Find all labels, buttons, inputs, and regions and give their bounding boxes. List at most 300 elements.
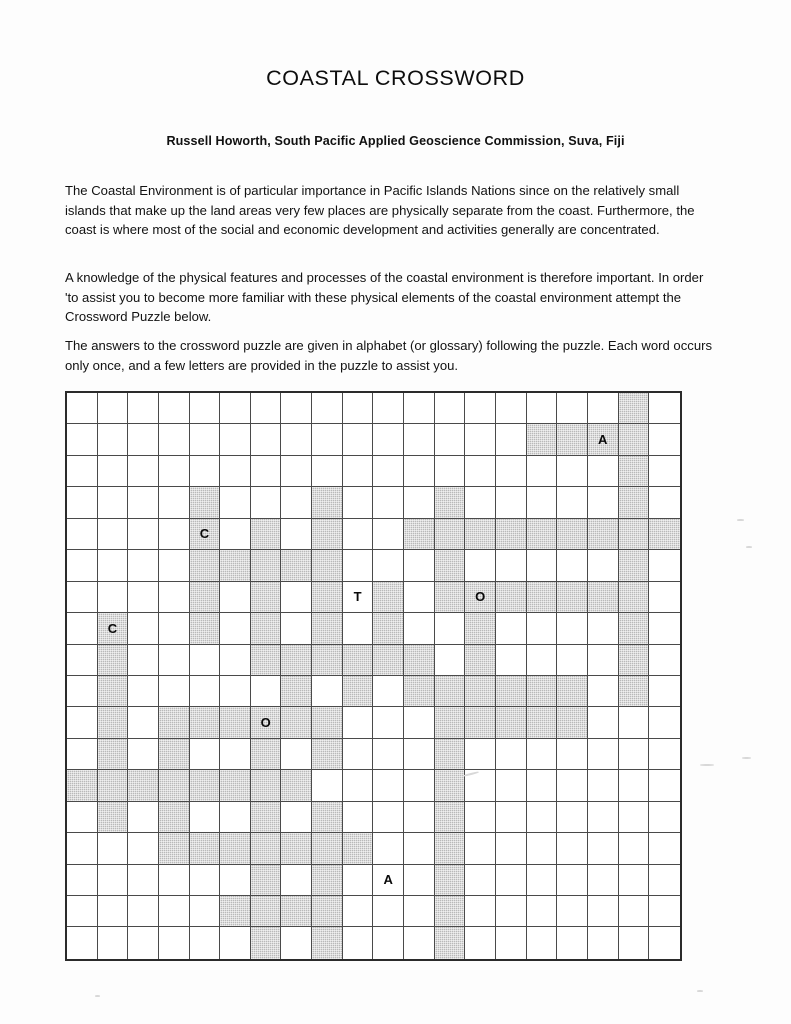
crossword-cell[interactable] bbox=[496, 519, 527, 550]
crossword-cell[interactable] bbox=[343, 865, 374, 896]
crossword-cell[interactable] bbox=[220, 927, 251, 958]
crossword-cell[interactable] bbox=[128, 739, 159, 770]
crossword-cell[interactable] bbox=[281, 487, 312, 518]
crossword-cell[interactable] bbox=[619, 833, 650, 864]
crossword-cell[interactable] bbox=[128, 707, 159, 738]
crossword-cell[interactable] bbox=[496, 676, 527, 707]
crossword-cell[interactable] bbox=[312, 927, 343, 958]
crossword-cell[interactable] bbox=[527, 676, 558, 707]
crossword-cell[interactable] bbox=[649, 676, 680, 707]
crossword-cell[interactable] bbox=[190, 393, 221, 424]
crossword-cell[interactable] bbox=[251, 550, 282, 581]
crossword-cell[interactable] bbox=[312, 393, 343, 424]
crossword-cell[interactable] bbox=[588, 613, 619, 644]
crossword-cell[interactable] bbox=[619, 487, 650, 518]
crossword-cell[interactable] bbox=[527, 707, 558, 738]
crossword-cell-letter[interactable]: T bbox=[343, 582, 374, 613]
crossword-cell[interactable] bbox=[588, 927, 619, 958]
crossword-cell[interactable] bbox=[343, 927, 374, 958]
crossword-cell[interactable] bbox=[527, 645, 558, 676]
crossword-cell[interactable] bbox=[251, 833, 282, 864]
crossword-cell[interactable] bbox=[159, 487, 190, 518]
crossword-cell[interactable] bbox=[343, 550, 374, 581]
crossword-cell[interactable] bbox=[404, 393, 435, 424]
crossword-cell[interactable] bbox=[496, 833, 527, 864]
crossword-cell[interactable] bbox=[67, 802, 98, 833]
crossword-cell[interactable] bbox=[465, 739, 496, 770]
crossword-cell[interactable] bbox=[343, 424, 374, 455]
crossword-cell[interactable] bbox=[281, 613, 312, 644]
crossword-cell[interactable] bbox=[435, 487, 466, 518]
crossword-cell[interactable] bbox=[527, 519, 558, 550]
crossword-cell[interactable] bbox=[67, 550, 98, 581]
crossword-cell[interactable] bbox=[527, 739, 558, 770]
crossword-cell[interactable] bbox=[251, 456, 282, 487]
crossword-cell[interactable] bbox=[373, 739, 404, 770]
crossword-cell[interactable] bbox=[649, 613, 680, 644]
crossword-cell[interactable] bbox=[496, 487, 527, 518]
crossword-cell[interactable] bbox=[373, 833, 404, 864]
crossword-cell[interactable] bbox=[190, 896, 221, 927]
crossword-cell[interactable] bbox=[557, 833, 588, 864]
crossword-cell[interactable] bbox=[343, 896, 374, 927]
crossword-cell[interactable] bbox=[98, 739, 129, 770]
crossword-cell[interactable] bbox=[67, 770, 98, 801]
crossword-cell[interactable] bbox=[588, 645, 619, 676]
crossword-cell[interactable] bbox=[281, 519, 312, 550]
crossword-cell[interactable] bbox=[220, 802, 251, 833]
crossword-cell[interactable] bbox=[527, 770, 558, 801]
crossword-cell[interactable] bbox=[251, 802, 282, 833]
crossword-cell[interactable] bbox=[251, 613, 282, 644]
crossword-cell[interactable] bbox=[159, 833, 190, 864]
crossword-cell[interactable] bbox=[404, 802, 435, 833]
crossword-cell[interactable] bbox=[159, 424, 190, 455]
crossword-cell[interactable] bbox=[220, 487, 251, 518]
crossword-cell[interactable] bbox=[373, 519, 404, 550]
crossword-cell[interactable] bbox=[527, 613, 558, 644]
crossword-cell[interactable] bbox=[435, 582, 466, 613]
crossword-cell[interactable] bbox=[251, 393, 282, 424]
crossword-cell[interactable] bbox=[159, 707, 190, 738]
crossword-cell[interactable] bbox=[312, 676, 343, 707]
crossword-cell[interactable] bbox=[465, 833, 496, 864]
crossword-cell[interactable] bbox=[373, 676, 404, 707]
crossword-cell[interactable] bbox=[67, 519, 98, 550]
crossword-cell[interactable] bbox=[159, 802, 190, 833]
crossword-cell[interactable] bbox=[128, 770, 159, 801]
crossword-cell[interactable] bbox=[190, 424, 221, 455]
crossword-cell[interactable] bbox=[159, 676, 190, 707]
crossword-cell[interactable] bbox=[312, 770, 343, 801]
crossword-cell[interactable] bbox=[619, 770, 650, 801]
crossword-cell[interactable] bbox=[557, 582, 588, 613]
crossword-cell[interactable] bbox=[312, 519, 343, 550]
crossword-cell[interactable] bbox=[312, 487, 343, 518]
crossword-cell-letter[interactable]: A bbox=[373, 865, 404, 896]
crossword-cell[interactable] bbox=[98, 896, 129, 927]
crossword-cell[interactable] bbox=[496, 707, 527, 738]
crossword-cell[interactable] bbox=[649, 802, 680, 833]
crossword-cell[interactable] bbox=[527, 393, 558, 424]
crossword-cell[interactable] bbox=[527, 550, 558, 581]
crossword-cell[interactable] bbox=[190, 739, 221, 770]
crossword-cell[interactable] bbox=[649, 487, 680, 518]
crossword-cell[interactable] bbox=[343, 456, 374, 487]
crossword-cell[interactable] bbox=[588, 519, 619, 550]
crossword-cell-letter[interactable]: A bbox=[588, 424, 619, 455]
crossword-cell[interactable] bbox=[527, 802, 558, 833]
crossword-cell[interactable] bbox=[557, 456, 588, 487]
crossword-cell[interactable] bbox=[281, 393, 312, 424]
crossword-cell[interactable] bbox=[312, 802, 343, 833]
crossword-cell[interactable] bbox=[343, 739, 374, 770]
crossword-cell[interactable] bbox=[465, 802, 496, 833]
crossword-grid[interactable] bbox=[65, 391, 682, 961]
crossword-cell[interactable] bbox=[404, 487, 435, 518]
crossword-cell[interactable] bbox=[435, 519, 466, 550]
crossword-cell[interactable] bbox=[619, 676, 650, 707]
crossword-cell[interactable] bbox=[220, 707, 251, 738]
crossword-cell[interactable] bbox=[588, 707, 619, 738]
crossword-cell[interactable] bbox=[251, 519, 282, 550]
crossword-cell-letter[interactable]: O bbox=[465, 582, 496, 613]
crossword-cell[interactable] bbox=[220, 550, 251, 581]
crossword-cell[interactable] bbox=[373, 707, 404, 738]
crossword-cell[interactable] bbox=[588, 550, 619, 581]
crossword-cell[interactable] bbox=[343, 676, 374, 707]
crossword-cell[interactable] bbox=[312, 456, 343, 487]
crossword-cell[interactable] bbox=[557, 896, 588, 927]
crossword-cell[interactable] bbox=[128, 519, 159, 550]
crossword-cell[interactable] bbox=[557, 550, 588, 581]
crossword-cell[interactable] bbox=[159, 896, 190, 927]
crossword-cell[interactable] bbox=[404, 739, 435, 770]
crossword-cell[interactable] bbox=[159, 393, 190, 424]
crossword-cell[interactable] bbox=[190, 676, 221, 707]
crossword-cell[interactable] bbox=[404, 865, 435, 896]
crossword-cell[interactable] bbox=[435, 865, 466, 896]
crossword-cell[interactable] bbox=[220, 676, 251, 707]
crossword-cell[interactable] bbox=[343, 770, 374, 801]
crossword-cell[interactable] bbox=[557, 519, 588, 550]
crossword-cell[interactable] bbox=[251, 424, 282, 455]
crossword-cell[interactable] bbox=[128, 927, 159, 958]
crossword-cell[interactable] bbox=[557, 927, 588, 958]
crossword-cell[interactable] bbox=[465, 424, 496, 455]
crossword-cell[interactable] bbox=[557, 613, 588, 644]
crossword-cell[interactable] bbox=[281, 645, 312, 676]
crossword-cell[interactable] bbox=[190, 582, 221, 613]
crossword-cell[interactable] bbox=[619, 802, 650, 833]
crossword-cell[interactable] bbox=[159, 645, 190, 676]
crossword-cell[interactable] bbox=[373, 393, 404, 424]
crossword-cell[interactable] bbox=[128, 456, 159, 487]
crossword-cell[interactable] bbox=[527, 424, 558, 455]
crossword-cell[interactable] bbox=[527, 456, 558, 487]
crossword-cell[interactable] bbox=[312, 739, 343, 770]
crossword-cell[interactable] bbox=[404, 707, 435, 738]
crossword-cell[interactable] bbox=[465, 456, 496, 487]
crossword-cell[interactable] bbox=[281, 424, 312, 455]
crossword-cell[interactable] bbox=[435, 833, 466, 864]
crossword-cell[interactable] bbox=[281, 582, 312, 613]
crossword-cell[interactable] bbox=[435, 393, 466, 424]
crossword-cell[interactable] bbox=[649, 645, 680, 676]
crossword-cell[interactable] bbox=[312, 550, 343, 581]
crossword-cell[interactable] bbox=[98, 833, 129, 864]
crossword-cell[interactable] bbox=[619, 739, 650, 770]
crossword-cell[interactable] bbox=[496, 550, 527, 581]
crossword-cell[interactable] bbox=[220, 519, 251, 550]
crossword-cell[interactable] bbox=[67, 424, 98, 455]
crossword-cell[interactable] bbox=[343, 645, 374, 676]
crossword-cell[interactable] bbox=[465, 896, 496, 927]
crossword-cell[interactable] bbox=[557, 393, 588, 424]
crossword-cell[interactable] bbox=[373, 456, 404, 487]
crossword-cell[interactable] bbox=[98, 645, 129, 676]
crossword-cell[interactable] bbox=[281, 707, 312, 738]
crossword-cell[interactable] bbox=[98, 424, 129, 455]
crossword-cell[interactable] bbox=[251, 739, 282, 770]
crossword-cell[interactable] bbox=[159, 770, 190, 801]
crossword-cell[interactable] bbox=[373, 770, 404, 801]
crossword-cell[interactable] bbox=[373, 896, 404, 927]
crossword-cell[interactable] bbox=[67, 582, 98, 613]
crossword-cell[interactable] bbox=[588, 393, 619, 424]
crossword-cell[interactable] bbox=[527, 865, 558, 896]
crossword-cell[interactable] bbox=[128, 393, 159, 424]
crossword-cell[interactable] bbox=[404, 519, 435, 550]
crossword-cell[interactable] bbox=[496, 424, 527, 455]
crossword-cell[interactable] bbox=[557, 739, 588, 770]
crossword-cell[interactable] bbox=[220, 770, 251, 801]
crossword-cell[interactable] bbox=[67, 833, 98, 864]
crossword-cell[interactable] bbox=[98, 802, 129, 833]
crossword-cell[interactable] bbox=[281, 896, 312, 927]
crossword-cell[interactable] bbox=[67, 676, 98, 707]
crossword-cell[interactable] bbox=[588, 487, 619, 518]
crossword-cell[interactable] bbox=[465, 645, 496, 676]
crossword-cell[interactable] bbox=[619, 582, 650, 613]
crossword-cell[interactable] bbox=[404, 613, 435, 644]
crossword-cell[interactable] bbox=[98, 707, 129, 738]
crossword-cell[interactable] bbox=[312, 707, 343, 738]
crossword-cell[interactable] bbox=[649, 424, 680, 455]
crossword-cell[interactable] bbox=[281, 927, 312, 958]
crossword-cell[interactable] bbox=[159, 739, 190, 770]
crossword-cell[interactable] bbox=[343, 487, 374, 518]
crossword-cell-letter[interactable]: C bbox=[98, 613, 129, 644]
crossword-cell[interactable] bbox=[281, 770, 312, 801]
crossword-cell[interactable] bbox=[343, 519, 374, 550]
crossword-cell[interactable] bbox=[98, 519, 129, 550]
crossword-cell[interactable] bbox=[649, 833, 680, 864]
crossword-cell[interactable] bbox=[190, 707, 221, 738]
crossword-cell[interactable] bbox=[404, 927, 435, 958]
crossword-cell[interactable] bbox=[98, 770, 129, 801]
crossword-cell[interactable] bbox=[373, 582, 404, 613]
crossword-cell[interactable] bbox=[190, 645, 221, 676]
crossword-cell[interactable] bbox=[588, 865, 619, 896]
crossword-cell[interactable] bbox=[190, 927, 221, 958]
crossword-cell[interactable] bbox=[220, 393, 251, 424]
crossword-cell[interactable] bbox=[496, 582, 527, 613]
crossword-cell[interactable] bbox=[251, 865, 282, 896]
crossword-cell[interactable] bbox=[373, 487, 404, 518]
crossword-cell[interactable] bbox=[435, 456, 466, 487]
crossword-cell[interactable] bbox=[435, 613, 466, 644]
crossword-cell[interactable] bbox=[404, 456, 435, 487]
crossword-cell[interactable] bbox=[557, 865, 588, 896]
crossword-cell[interactable] bbox=[496, 456, 527, 487]
crossword-cell[interactable] bbox=[251, 770, 282, 801]
crossword-cell[interactable] bbox=[619, 865, 650, 896]
crossword-cell[interactable] bbox=[159, 613, 190, 644]
crossword-cell[interactable] bbox=[588, 802, 619, 833]
crossword-cell[interactable] bbox=[465, 487, 496, 518]
crossword-cell[interactable] bbox=[67, 393, 98, 424]
crossword-cell[interactable] bbox=[281, 865, 312, 896]
crossword-cell[interactable] bbox=[649, 519, 680, 550]
crossword-cell[interactable] bbox=[190, 456, 221, 487]
crossword-cell[interactable] bbox=[588, 739, 619, 770]
crossword-cell[interactable] bbox=[649, 739, 680, 770]
crossword-cell[interactable] bbox=[496, 613, 527, 644]
crossword-cell[interactable] bbox=[649, 927, 680, 958]
crossword-cell[interactable] bbox=[619, 456, 650, 487]
crossword-cell[interactable] bbox=[373, 550, 404, 581]
crossword-cell[interactable] bbox=[343, 707, 374, 738]
crossword-cell[interactable] bbox=[588, 833, 619, 864]
crossword-cell[interactable] bbox=[588, 770, 619, 801]
crossword-cell[interactable] bbox=[496, 865, 527, 896]
crossword-cell[interactable] bbox=[98, 550, 129, 581]
crossword-cell[interactable] bbox=[496, 896, 527, 927]
crossword-cell[interactable] bbox=[465, 676, 496, 707]
crossword-cell[interactable] bbox=[98, 393, 129, 424]
crossword-cell[interactable] bbox=[67, 456, 98, 487]
crossword-cell[interactable] bbox=[557, 802, 588, 833]
crossword-cell[interactable] bbox=[527, 927, 558, 958]
crossword-cell[interactable] bbox=[404, 676, 435, 707]
crossword-cell[interactable] bbox=[588, 896, 619, 927]
crossword-cell[interactable] bbox=[220, 613, 251, 644]
crossword-cell[interactable] bbox=[67, 865, 98, 896]
crossword-cell[interactable] bbox=[128, 645, 159, 676]
crossword-cell[interactable] bbox=[281, 550, 312, 581]
crossword-cell[interactable] bbox=[220, 645, 251, 676]
crossword-cell[interactable] bbox=[312, 833, 343, 864]
crossword-cell[interactable] bbox=[373, 645, 404, 676]
crossword-cell[interactable] bbox=[619, 707, 650, 738]
crossword-cell[interactable] bbox=[128, 550, 159, 581]
crossword-cell[interactable] bbox=[649, 707, 680, 738]
crossword-cell[interactable] bbox=[220, 896, 251, 927]
crossword-cell[interactable] bbox=[220, 456, 251, 487]
crossword-cell[interactable] bbox=[465, 707, 496, 738]
crossword-cell[interactable] bbox=[465, 865, 496, 896]
crossword-cell[interactable] bbox=[619, 519, 650, 550]
crossword-cell[interactable] bbox=[465, 927, 496, 958]
crossword-cell[interactable] bbox=[619, 896, 650, 927]
crossword-cell[interactable] bbox=[619, 550, 650, 581]
crossword-cell[interactable] bbox=[98, 582, 129, 613]
crossword-cell[interactable] bbox=[619, 613, 650, 644]
crossword-cell[interactable] bbox=[281, 456, 312, 487]
crossword-cell[interactable] bbox=[527, 487, 558, 518]
crossword-cell[interactable] bbox=[373, 613, 404, 644]
crossword-cell[interactable] bbox=[281, 833, 312, 864]
crossword-cell[interactable] bbox=[281, 802, 312, 833]
crossword-cell-letter[interactable]: O bbox=[251, 707, 282, 738]
crossword-cell[interactable] bbox=[343, 833, 374, 864]
crossword-cell[interactable] bbox=[190, 865, 221, 896]
crossword-cell[interactable] bbox=[435, 676, 466, 707]
crossword-cell[interactable] bbox=[465, 613, 496, 644]
crossword-cell[interactable] bbox=[496, 739, 527, 770]
crossword-cell[interactable] bbox=[496, 645, 527, 676]
crossword-cell[interactable] bbox=[67, 487, 98, 518]
crossword-cell[interactable] bbox=[128, 676, 159, 707]
crossword-cell[interactable] bbox=[527, 833, 558, 864]
crossword-cell[interactable] bbox=[496, 927, 527, 958]
crossword-cell[interactable] bbox=[619, 393, 650, 424]
crossword-cell[interactable] bbox=[128, 896, 159, 927]
crossword-cell[interactable] bbox=[619, 645, 650, 676]
crossword-cell[interactable] bbox=[557, 424, 588, 455]
crossword-cell[interactable] bbox=[435, 707, 466, 738]
crossword-cell[interactable] bbox=[435, 896, 466, 927]
crossword-cell[interactable] bbox=[557, 770, 588, 801]
crossword-cell[interactable] bbox=[220, 582, 251, 613]
crossword-cell[interactable] bbox=[281, 676, 312, 707]
crossword-cell[interactable] bbox=[220, 865, 251, 896]
crossword-cell[interactable] bbox=[98, 927, 129, 958]
crossword-cell[interactable] bbox=[128, 833, 159, 864]
crossword-cell[interactable] bbox=[98, 487, 129, 518]
crossword-cell[interactable] bbox=[435, 927, 466, 958]
crossword-cell[interactable] bbox=[98, 865, 129, 896]
crossword-cell[interactable] bbox=[404, 833, 435, 864]
crossword-cell[interactable] bbox=[312, 424, 343, 455]
crossword-cell[interactable] bbox=[373, 802, 404, 833]
crossword-cell[interactable] bbox=[190, 487, 221, 518]
crossword-cell-letter[interactable]: C bbox=[190, 519, 221, 550]
crossword-cell[interactable] bbox=[67, 739, 98, 770]
crossword-cell[interactable] bbox=[373, 424, 404, 455]
crossword-cell[interactable] bbox=[312, 865, 343, 896]
crossword-cell[interactable] bbox=[190, 613, 221, 644]
crossword-cell[interactable] bbox=[435, 739, 466, 770]
crossword-cell[interactable] bbox=[190, 802, 221, 833]
crossword-cell[interactable] bbox=[190, 833, 221, 864]
crossword-cell[interactable] bbox=[557, 487, 588, 518]
crossword-cell[interactable] bbox=[312, 582, 343, 613]
crossword-cell[interactable] bbox=[128, 802, 159, 833]
crossword-cell[interactable] bbox=[128, 424, 159, 455]
crossword-cell[interactable] bbox=[373, 927, 404, 958]
crossword-cell[interactable] bbox=[159, 519, 190, 550]
crossword-cell[interactable] bbox=[404, 645, 435, 676]
crossword-cell[interactable] bbox=[588, 676, 619, 707]
crossword-cell[interactable] bbox=[190, 550, 221, 581]
crossword-cell[interactable] bbox=[220, 424, 251, 455]
crossword-cell[interactable] bbox=[435, 645, 466, 676]
crossword-cell[interactable] bbox=[649, 456, 680, 487]
crossword-cell[interactable] bbox=[527, 582, 558, 613]
crossword-cell[interactable] bbox=[465, 550, 496, 581]
